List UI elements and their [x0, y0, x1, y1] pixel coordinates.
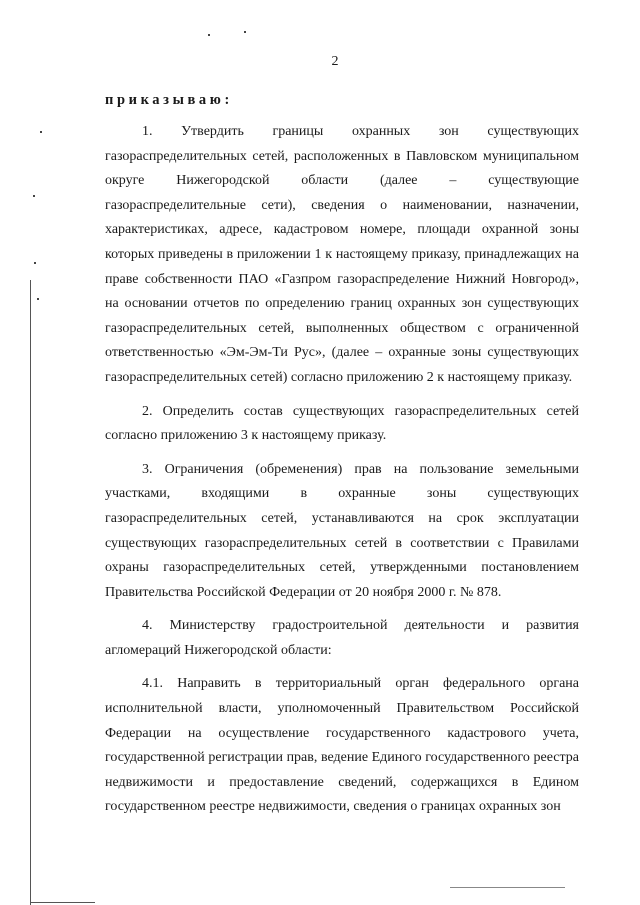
- order-heading: приказываю:: [105, 92, 233, 108]
- page-number: 2: [331, 54, 339, 69]
- paragraph-4: 4. Министерству градостроительной деятельности и развития агломераций Нижегородской области:: [105, 618, 579, 658]
- scan-speck: [37, 298, 39, 300]
- scan-edge-line: [30, 280, 31, 905]
- scan-bottom-line: [450, 887, 565, 888]
- document-body: [105, 120, 579, 829]
- paragraph-2: 2. Определить состав существующих газораспределительных сетей согласно приложению 3 к настоящему приказу.: [105, 403, 579, 444]
- paragraph-3: 3. Ограничения (обременения) прав на пользование земельными участками, входящими в охранные зоны существующих газораспределительных сетей, устанавливаются на срок эксплуатации существующих газораспределительных сетей в соответствии с Правилами охраны газораспределительных сетей, утвержденными постановлением Правительства Российской Федерации от 20 ноября 2000 г. № 878.: [105, 461, 579, 600]
- scan-speck: [33, 195, 35, 197]
- scan-speck: [40, 131, 42, 133]
- scan-speck: [34, 262, 36, 264]
- scan-speck: [208, 34, 210, 36]
- paragraph-4-1: 4.1. Направить в территориальный орган федерального органа исполнительной власти, уполномоченный Правительством Российской Федерации на осуществление государственного кадастрового учета, государственной регистрации прав, ведение Единого государственного реестра недвижимости и предоставление сведений, содержащихся в Едином государственном реестре недвижимости, сведения о границах охранных зон: [105, 676, 579, 815]
- paragraph-1: 1. Утвердить границы охранных зон существующих газораспределительных сетей, расположенных в Павловском муниципальном округе Нижегородской области (далее – существующие газораспределительные сети), сведения о наименовании, назначении, характеристиках, адресе, кадастровом номере, площади охранной зоны которых приведены в приложении 1 к настоящему приказу, принадлежащих на праве собственности ПАО «Газпром газораспределение Нижний Новгород», на основании отчетов по определению границ охранных зон существующих газораспределительных сетей, выполненных обществом с ограниченной ответственностью «Эм-Эм-Ти Рус», (далее – охранные зоны существующих газораспределительных сетей) согласно приложению 2 к настоящему приказу.: [105, 124, 579, 385]
- scan-corner-line: [30, 902, 95, 903]
- scan-speck: [244, 31, 246, 33]
